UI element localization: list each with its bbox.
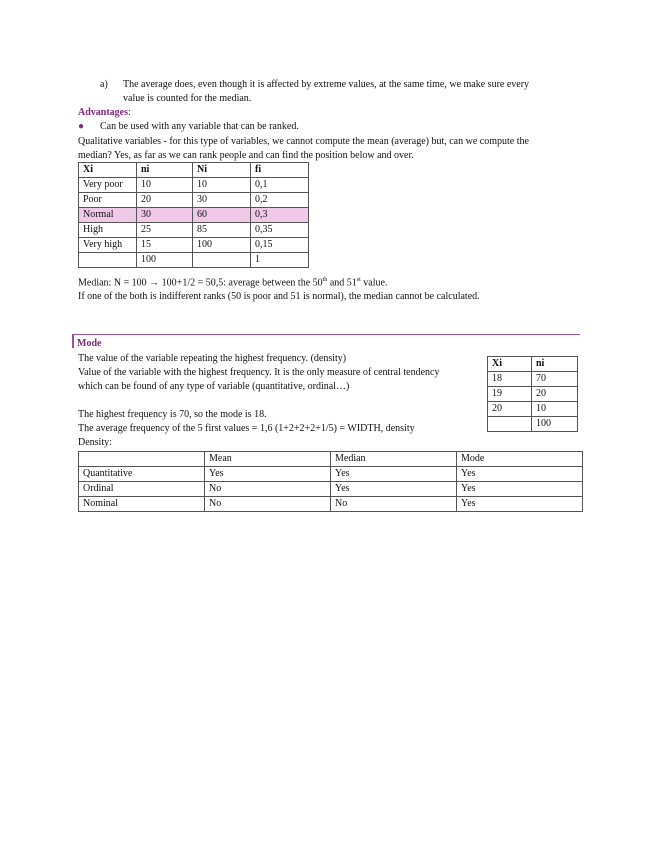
median-line [78,277,387,288]
table-cell: Quantitative [79,467,205,482]
table-cell: 19 [488,387,532,402]
median-line2: If one of the both is indifferent ranks (50 is poor and 51 is normal), the median cannot be calculated. [78,291,480,302]
median-sup-st: st [356,277,361,283]
table-cell [79,253,137,268]
table-header-row [79,163,309,178]
mode-line1: The value of the variable repeating the highest frequency. (density) [78,353,347,364]
table-cell: 10 [532,402,578,417]
mode-line6: Density: [78,437,112,448]
table-row [488,387,578,402]
table-cell: Very poor [79,178,137,193]
advantages-heading: Advantages [78,107,129,118]
table-cell: 1 [251,253,309,268]
table-header-cell: Xi [79,163,137,178]
table-cell: 100 [193,238,251,253]
table-cell: 0,1 [251,178,309,193]
mode-line2: Value of the variable with the highest frequency. It is the only measure of central tendency [78,367,440,378]
central-tendency-table [78,451,583,512]
table-cell: 85 [193,223,251,238]
table-cell: Yes [457,482,583,497]
table-header-row [488,357,578,372]
median-text-part1: Median: N = 100 → 100+1/2 = 50,5: average between the 50 [78,277,323,289]
table-header-cell: Xi [488,357,532,372]
table-cell: Yes [205,467,331,482]
table-cell: 0,3 [251,208,309,223]
table-header-cell: Mean [205,452,331,467]
table-header-cell: ni [532,357,578,372]
table-header-cell: Median [331,452,457,467]
table-header-cell [79,452,205,467]
table-cell: No [205,497,331,512]
item-a-line1: The average does, even though it is affected by extreme values, at the same time, we make sure every [123,79,530,90]
mode-section-divider [72,334,580,335]
mode-line3: which can be found of any type of variable (quantitative, ordinal…) [78,381,350,392]
table-cell [488,417,532,432]
table-row [79,467,583,482]
table-row-total [79,253,309,268]
mode-accent-bar [72,334,74,348]
table-cell: 0,15 [251,238,309,253]
table-cell: No [205,482,331,497]
table-cell: Yes [457,497,583,512]
median-text-part3: value. [360,277,388,289]
table-row-highlighted [79,208,309,223]
table-cell: Yes [457,467,583,482]
mode-frequency-table [487,356,578,432]
item-a-line2: value is counted for the median. [123,93,252,104]
table-row [488,402,578,417]
median-text-part2: and 51 [327,277,357,289]
mode-line5: The average frequency of the 5 first values = 1,6 (1+2+2+2+1/5) = WIDTH, density [78,423,415,434]
table-header-cell: ni [137,163,193,178]
table-cell: Nominal [79,497,205,512]
table-cell: 30 [137,208,193,223]
table-cell: 30 [193,193,251,208]
table-row [79,223,309,238]
table-row [79,178,309,193]
table-cell: Yes [331,482,457,497]
table-cell: 70 [532,372,578,387]
median-sup-th: th [322,277,328,283]
advantages-bullet-text: Can be used with any variable that can be ranked. [100,121,299,132]
table-row [79,482,583,497]
table-row [79,238,309,253]
table-cell: Very high [79,238,137,253]
table-header-row [79,452,583,467]
table-row-total [488,417,578,432]
table-cell: 10 [137,178,193,193]
table-cell: 20 [532,387,578,402]
advantages-para-line2: median? Yes, as far as we can rank people and can find the position below and over. [78,150,414,161]
table-cell: 18 [488,372,532,387]
table-header-cell: Mode [457,452,583,467]
table-cell: 0,2 [251,193,309,208]
table-cell: Normal [79,208,137,223]
table-cell: 20 [137,193,193,208]
table-cell: High [79,223,137,238]
table-cell: 25 [137,223,193,238]
table-cell: 60 [193,208,251,223]
table-cell: 15 [137,238,193,253]
table-header-cell: fi [251,163,309,178]
mode-line4: The highest frequency is 70, so the mode is 18. [78,409,267,420]
table-row [79,193,309,208]
table-cell: 100 [137,253,193,268]
bullet-icon: ● [78,121,85,132]
table-cell: 0,35 [251,223,309,238]
table-cell: 20 [488,402,532,417]
mode-heading: Mode [77,338,102,349]
table-cell: Yes [331,467,457,482]
table-cell: 10 [193,178,251,193]
table-cell: No [331,497,457,512]
table-row [79,497,583,512]
table-header-cell: Ni [193,163,251,178]
table-row [488,372,578,387]
table-cell: 100 [532,417,578,432]
table-cell: Ordinal [79,482,205,497]
table-cell [193,253,251,268]
advantages-colon: : [128,107,131,118]
advantages-para-line1: Qualitative variables - for this type of variables, we cannot compute the mean (average) but, can we compute the [78,136,529,147]
advantages-heading-row [78,107,131,118]
list-marker-a: a) [100,79,108,90]
frequency-table [78,162,309,268]
table-cell: Poor [79,193,137,208]
